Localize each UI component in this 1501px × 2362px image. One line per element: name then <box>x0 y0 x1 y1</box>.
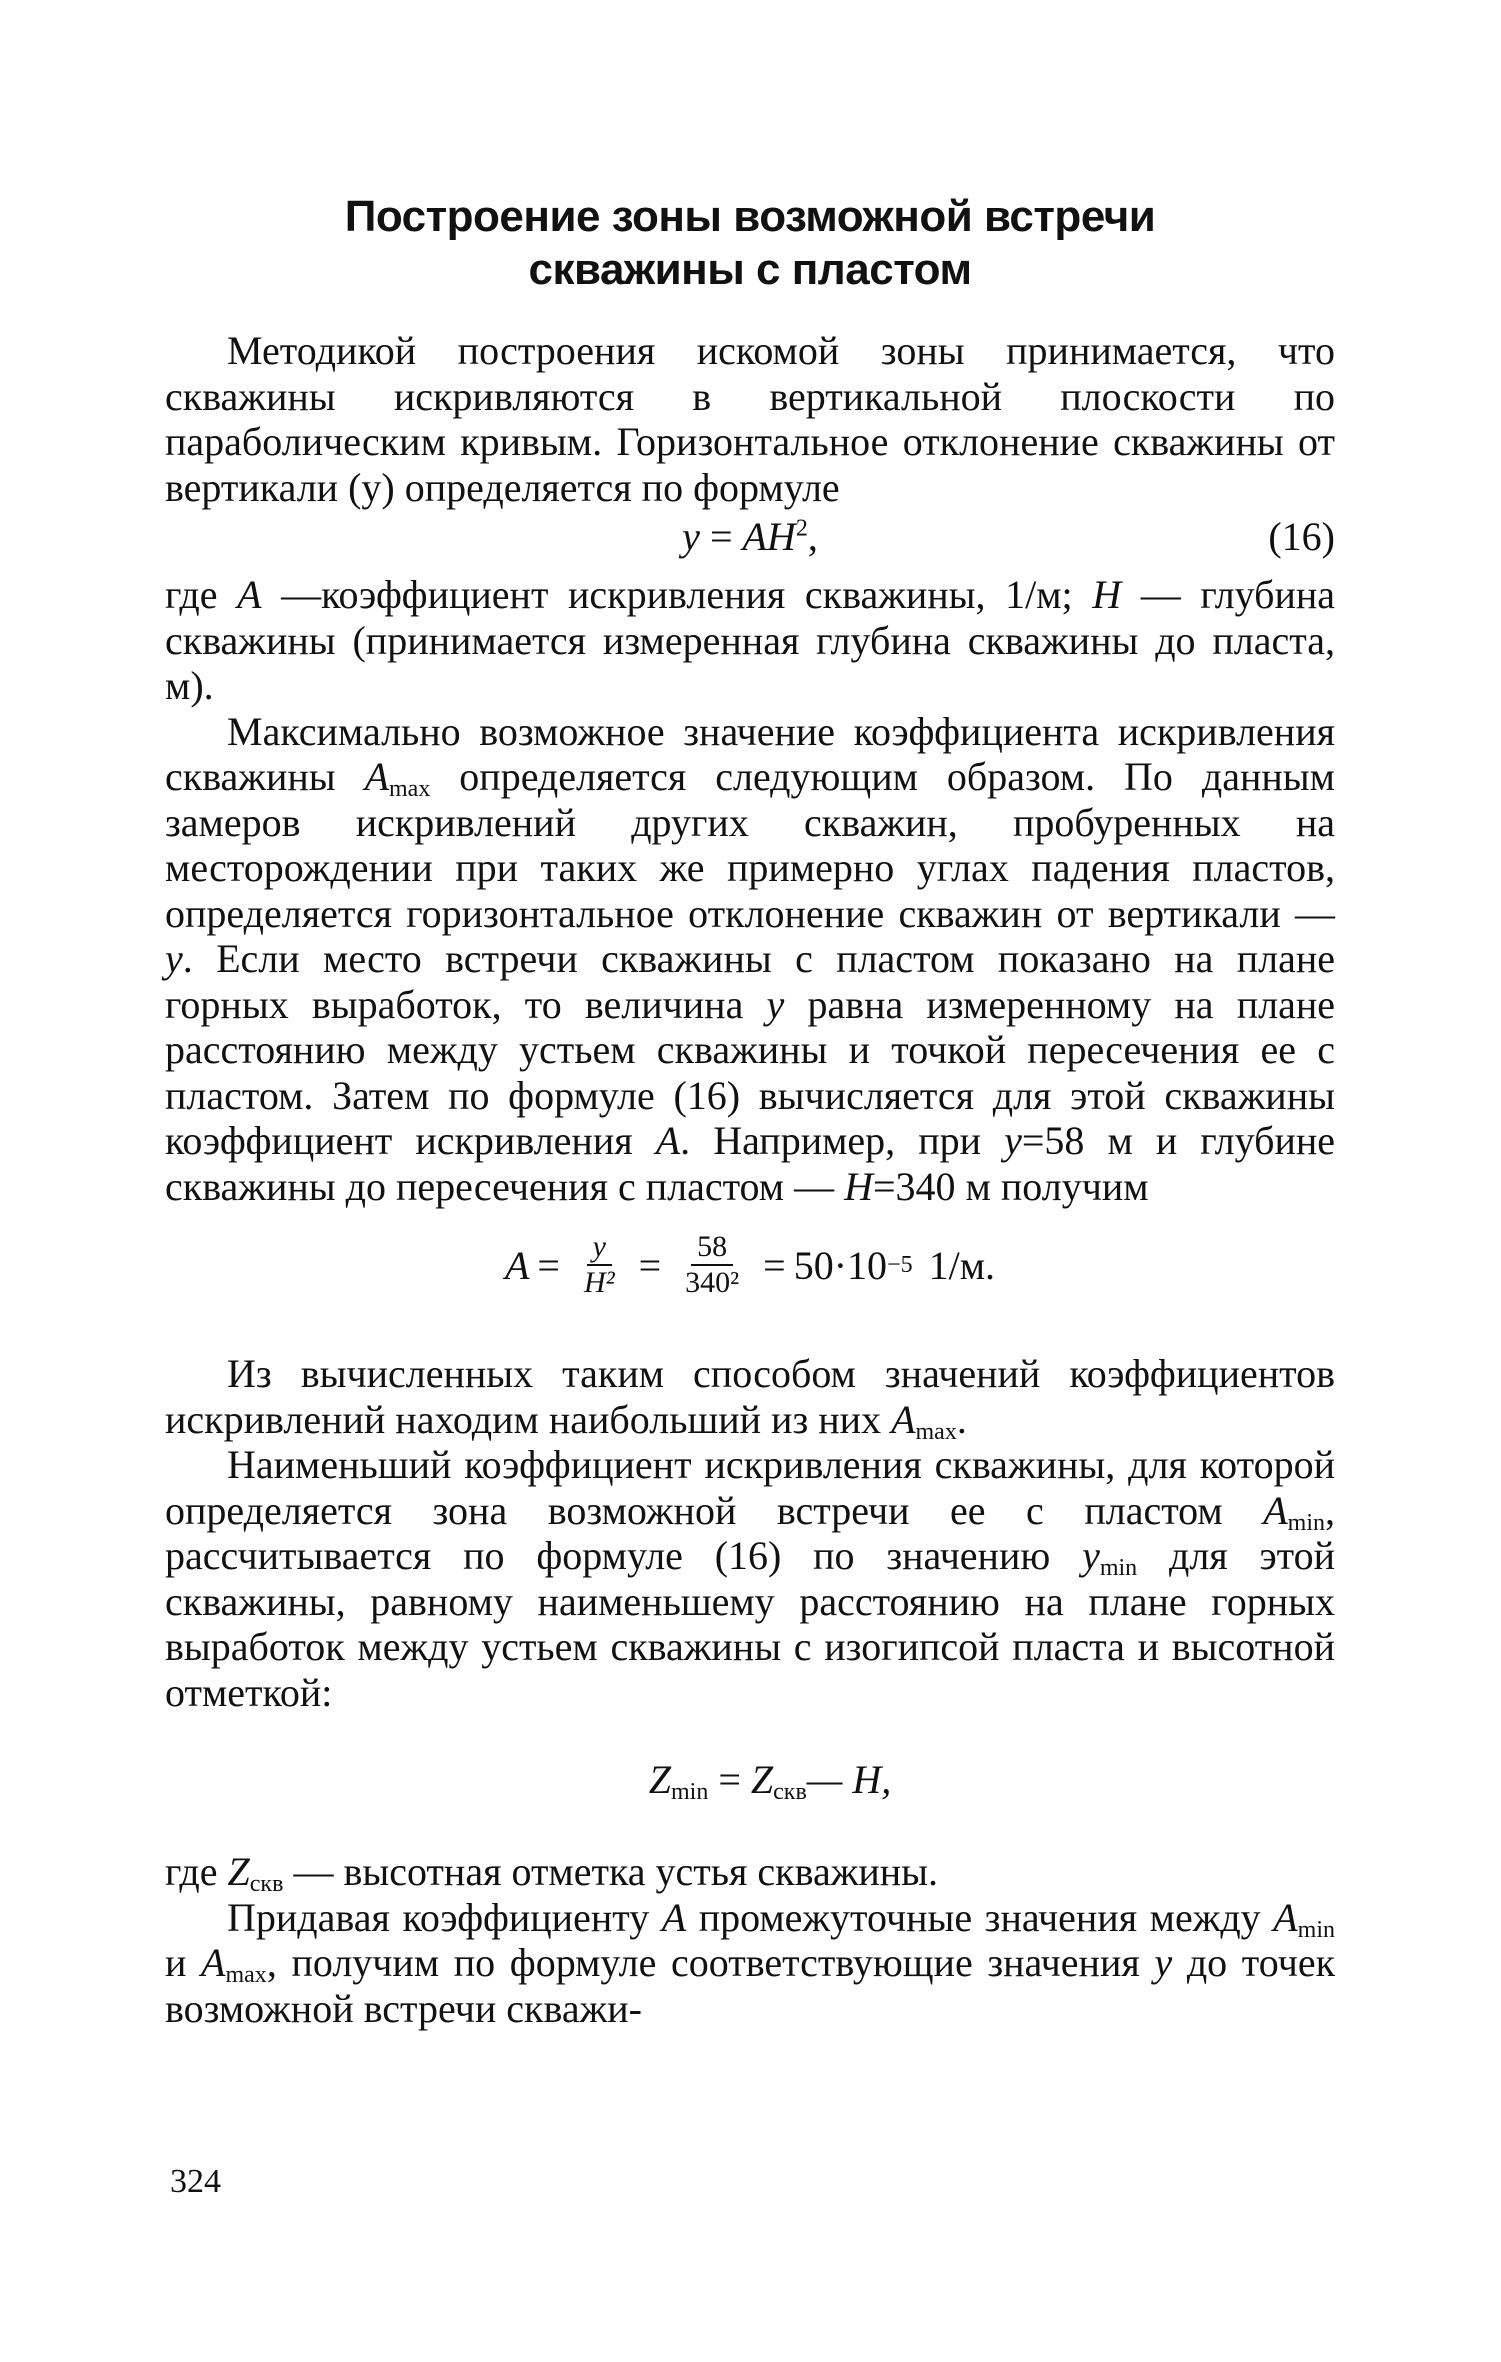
formula-Z: $Z_{min}$ = $Z_{скв}—$ H, <box>648 1757 892 1805</box>
word-gde: где <box>165 572 218 617</box>
paragraph-6-text-b: — высотная отметка устья скважины. <box>293 1849 939 1894</box>
paragraph-7-text-d: получим по формуле соответствующие значения <box>291 1940 1140 1985</box>
paragraph-6-text-a: где <box>165 1849 218 1894</box>
paragraph-7: Придавая коэффициенту A промежуточные значения между $A_{min}$ и $A_{max}$, получим по формуле соответствующие значения у до точек возможной встречи скважи- <box>165 1894 1336 2031</box>
fraction-2-numerator: 58 <box>691 1230 733 1266</box>
heading-line-1: Построение зоны возможной встречи <box>344 192 1156 241</box>
subscript-max: max <box>389 776 431 802</box>
symbol-A: A <box>1263 1487 1288 1533</box>
fraction-1-denominator: H² <box>583 1266 615 1299</box>
paragraph-5-text-c: для этой скважины, равному наименьшему расстоянию на плане горных выработок между устьем скважины с изогипсой пласта и высотной отметкой: <box>165 1533 1335 1715</box>
symbol-A: A <box>201 1940 226 1985</box>
symbol-A: A <box>891 1396 916 1442</box>
subscript-min: min <box>1297 1916 1335 1943</box>
paragraph-2-text-a: коэффициент искривления скважины, 1/м; <box>321 572 1073 617</box>
paragraph-3-text-d: равна измеренному на плане расстоянию между устьем скважины и точкой пересечения ее с пластом. Затем по формуле (16) вычисляется для этой скважины коэффициент искривления <box>165 981 1336 1163</box>
formula-16 <box>165 512 1335 562</box>
subscript-max: max <box>225 1962 267 1988</box>
formula-16-rhs: AH <box>742 514 796 559</box>
formula-16-tail: , <box>807 514 818 559</box>
formula-Z-lhs: Z <box>648 1757 671 1802</box>
fraction-2-denominator: 340² <box>685 1266 740 1299</box>
dash: — <box>281 572 322 617</box>
symbol-y: у <box>1004 1118 1022 1163</box>
paragraph-5-text-b: рассчитывается по формуле (16) по значению <box>165 1533 1051 1578</box>
formula-A-unit: 1/м. <box>928 1242 996 1288</box>
symbol-A: A <box>1273 1894 1298 1940</box>
paragraph-5-text-a: Наименьший коэффициент искривления скважины, для которой определяется зона возможной встречи ее с пластом <box>165 1442 1335 1533</box>
paragraph-1 <box>165 328 1335 510</box>
paragraph-3-text-e: Например, при <box>713 1118 982 1163</box>
formula-16-number: (16) <box>1268 514 1335 559</box>
formula-Z-rhs: Z <box>750 1757 774 1802</box>
paragraph-7-text-a: Придавая коэффициенту <box>227 1894 650 1940</box>
subscript-max: max <box>915 1418 957 1445</box>
symbol-y: у <box>1082 1533 1100 1578</box>
dash: — <box>1140 572 1181 617</box>
formula-16-lhs: у <box>682 514 700 559</box>
paragraph-7-text-b: промежуточные значения между <box>698 1894 1261 1940</box>
subscript-min: min <box>1287 1509 1325 1536</box>
paragraph-3-text-b: определяется следующим образом. По данным замеров искривлений других скважин, пробуренных на месторождении при таких же примерно углах падения пластов, определяется горизонтальное отклонение скважин от вертикали — <box>165 754 1335 936</box>
paragraph-1-text: Методикой построения искомой зоны принимается, что скважины искривляются в вертикальной плоскости по параболическим кривым. Горизонтальное отклонение скважины от вертикали (у) определяется по формуле <box>165 328 1335 510</box>
formula-16-expression: $у = AH^2$, <box>682 514 818 559</box>
paragraph-4: Из вычисленных таким способом значений коэффициентов искривлений находим наибольший из них $A_{max}$. <box>165 1351 1335 1445</box>
paragraph-7-text-e: до точек возможной встречи скважи- <box>165 1940 1336 2031</box>
formula-Z-tail: — H, <box>806 1757 892 1802</box>
symbol-H: H <box>844 1163 873 1209</box>
symbol-y: у <box>766 981 785 1027</box>
symbol-H: H <box>1092 572 1122 617</box>
symbol-y: у <box>165 936 183 981</box>
paragraph-3-text-g: =340 м получим <box>873 1163 1149 1209</box>
section-heading <box>165 190 1335 296</box>
symbol-A: A <box>661 1894 687 1940</box>
paragraph-5: Наименьший коэффициент искривления скважины, для которой определяется зона возможной встречи ее с пластом $A_{min}$, рассчитывается по формуле (16) по значению $у_{min}$ для этой скважины, равному наименьшему расстоянию на плане горных выработок между устьем скважины с изогипсой пласта и высотной отметкой: <box>165 1442 1335 1715</box>
symbol-A: A <box>237 572 262 617</box>
formula-Z-lhs-sub: min <box>670 1779 709 1805</box>
symbol-A: A <box>655 1118 681 1163</box>
formula-Z-rhs-sub: скв <box>773 1779 807 1805</box>
subscript-skv: скв <box>249 1871 284 1897</box>
subscript-min: min <box>1099 1555 1138 1581</box>
fraction-y-over-H2 <box>578 1230 621 1300</box>
formula-A-result: 50·10 <box>793 1242 888 1288</box>
heading-line-2: скважины с пластом <box>528 245 972 294</box>
page-content <box>165 190 1335 2031</box>
paragraph-7-text-c: и <box>165 1940 187 1985</box>
fraction-58-over-340sq <box>679 1230 745 1300</box>
formula-16-power: 2 <box>795 515 808 542</box>
paragraph-2 <box>165 572 1335 709</box>
symbol-Z: Z <box>227 1849 250 1894</box>
paragraph-4-text: Из вычисленных таким способом значений коэффициентов искривлений находим наибольший из них <box>165 1351 1335 1442</box>
formula-A: A = $\frac{у}{\text{H²}}$ = $\frac{58}{\text{340²}}$ = 50·10 −5 1/м. <box>504 1230 996 1299</box>
paragraph-3-text-a: Максимально возможное значение коэффициента искривления скважины <box>165 708 1335 799</box>
symbol-A: A <box>364 754 390 799</box>
paragraph-3-text-c: Если место встречи скважины с пластом показано на плане горных выработок, то величина <box>165 936 1335 1027</box>
fraction-1-numerator: у <box>587 1230 612 1266</box>
symbol-y: у <box>1154 1940 1173 1985</box>
paragraph-6 <box>165 1849 1335 1895</box>
paragraph-2-text-b: глубина скважины (принимается измеренная глубина скважины до пласта, м). <box>165 572 1336 708</box>
paragraph-3-text-f: =58 м и глубине скважины до пересечения с пластом — <box>165 1118 1336 1209</box>
paragraph-3: Максимально возможное значение коэффициента искривления скважины $A_{max}$ определяется следующим образом. По данным замеров искривлений других скважин, пробуренных на месторождении при таких же примерно углах падения пластов, определяется горизонтальное отклонение скважин от вертикали — у. Если место встречи скважины с пластом показано на плане горных выработок, то величина у равна измеренному на плане расстоянию между устьем скважины и точкой пересечения ее с пластом. Затем по формуле (16) вычисляется для этой скважины коэффициент искривления A. Например, при у=58 м и глубине скважины до пересечения с пластом — H=340 м получим <box>165 708 1336 1209</box>
page-number: 324 <box>170 2163 221 2200</box>
formula-A-lhs: A <box>504 1242 530 1288</box>
